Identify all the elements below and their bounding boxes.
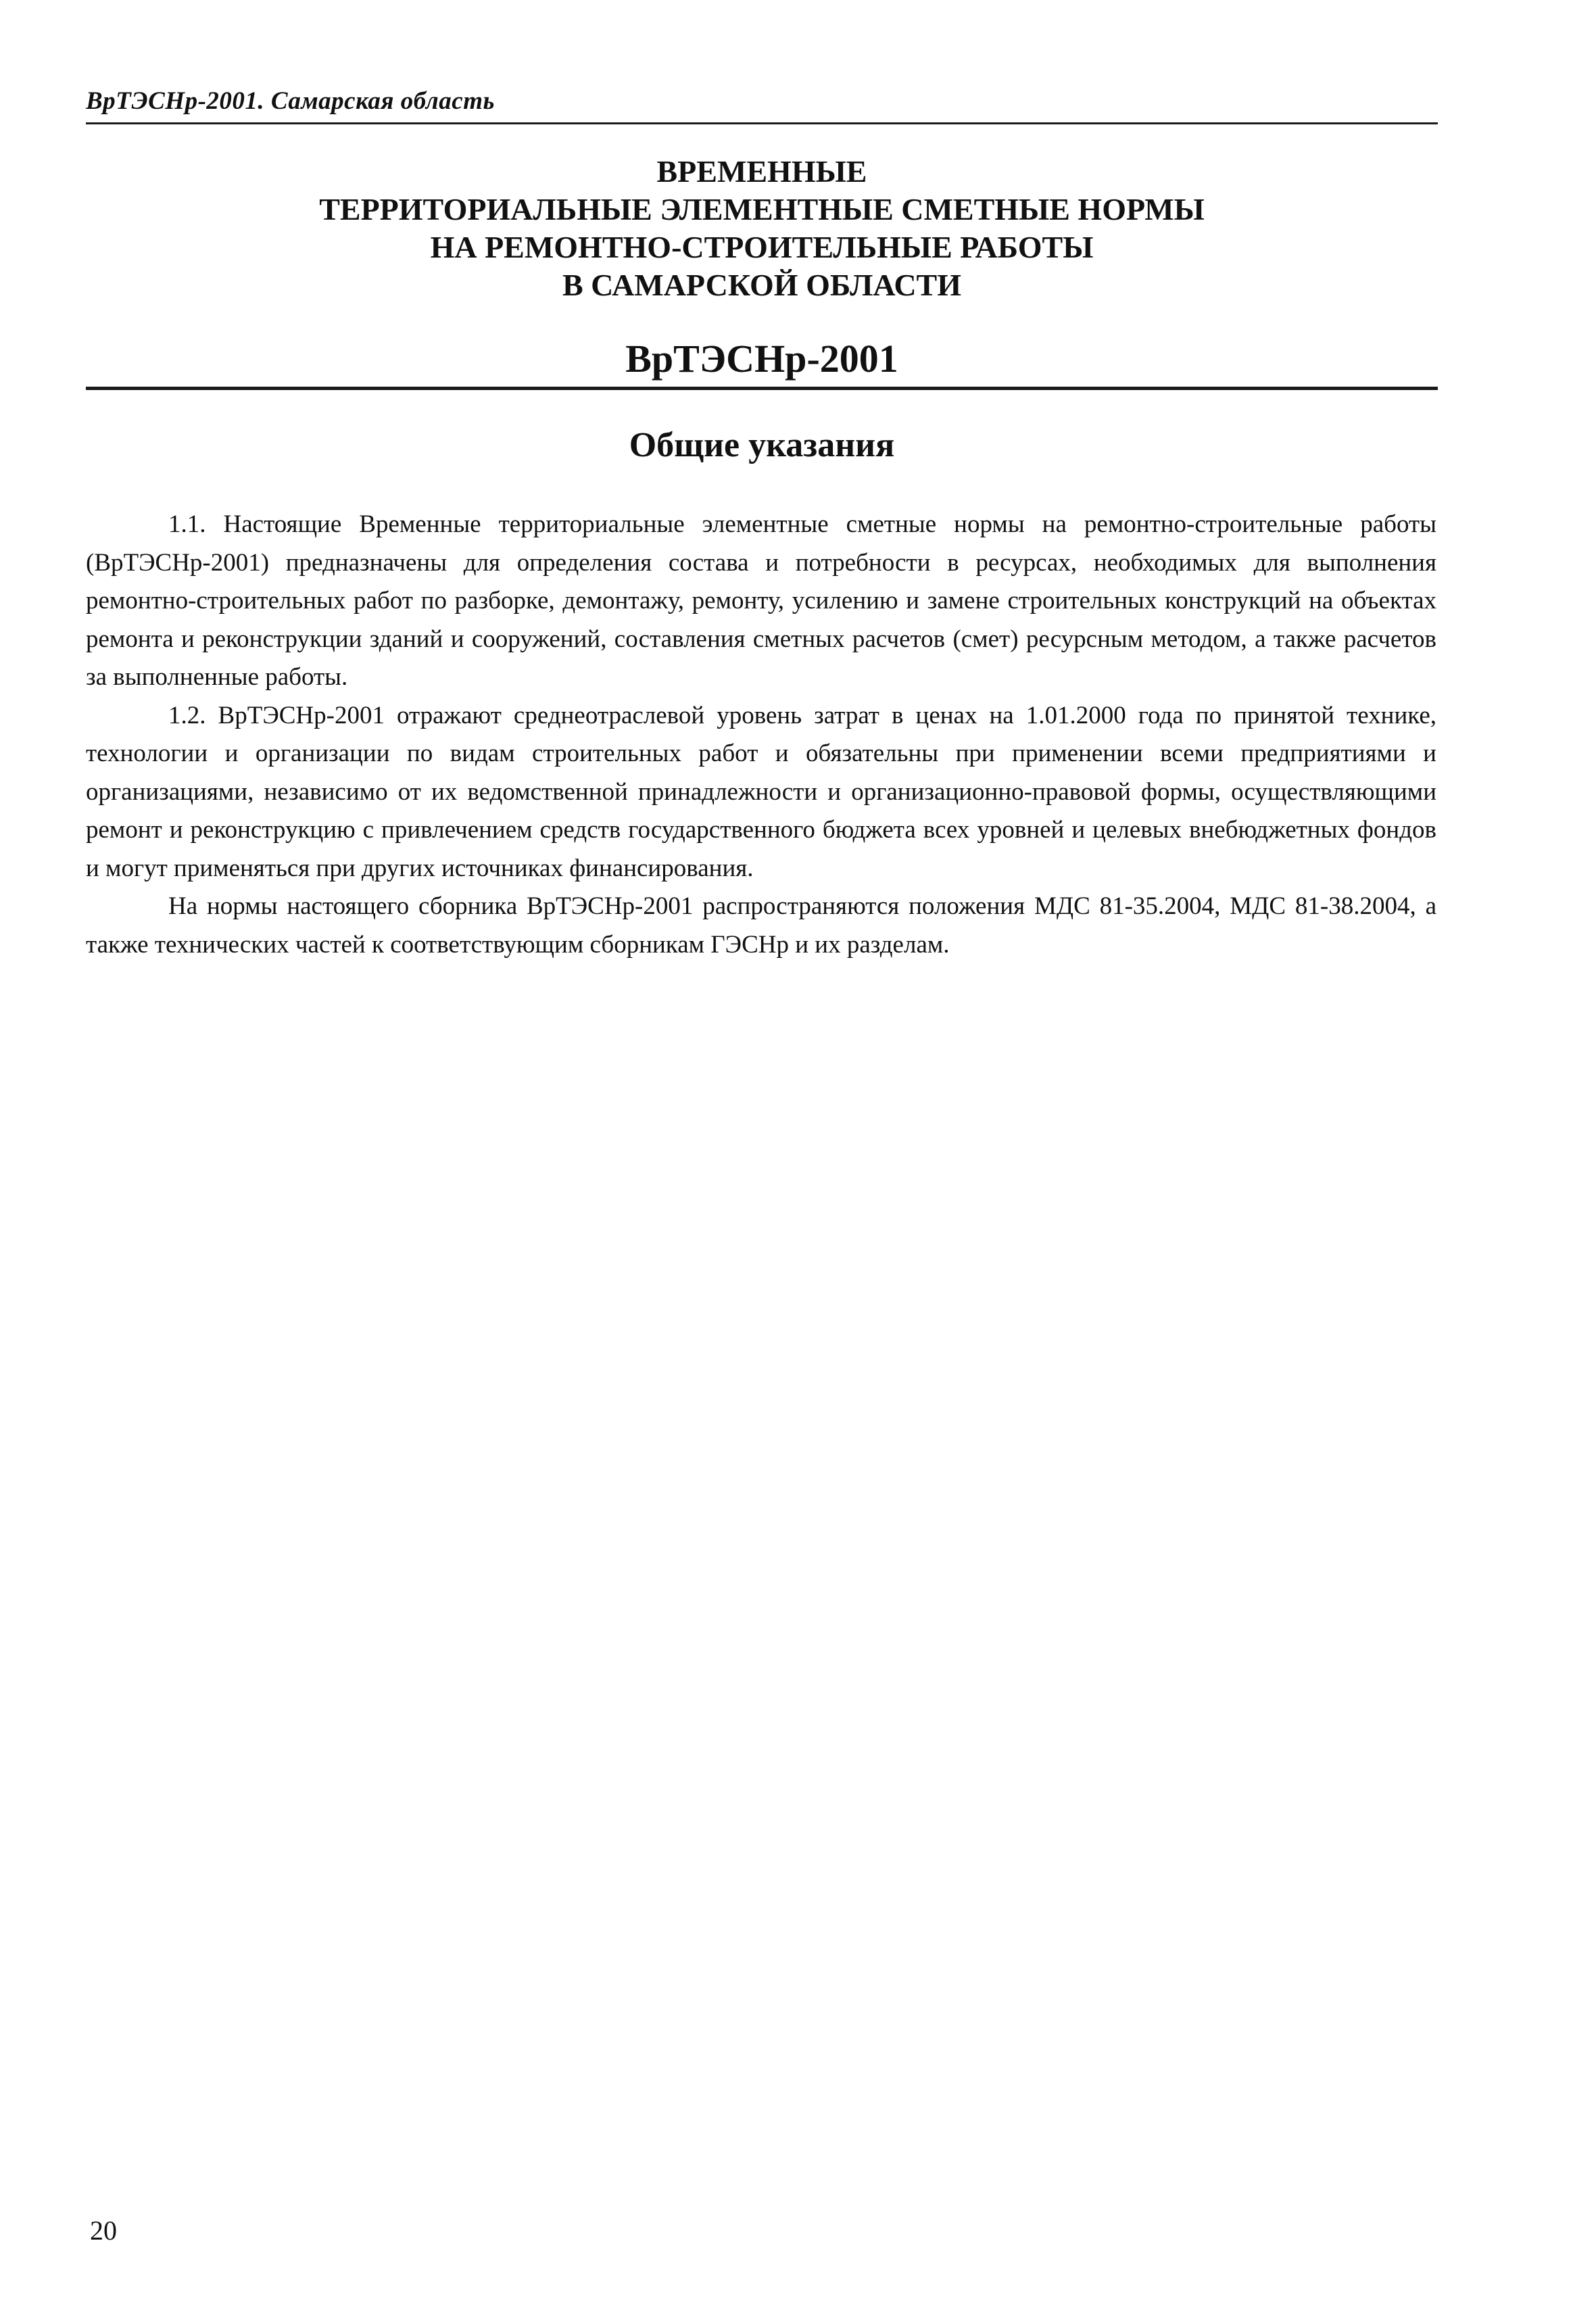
document-code: ВрТЭСНр-2001 — [625, 337, 898, 381]
title-line: ВРЕМЕННЫЕ — [656, 154, 867, 189]
page-number: 20 — [90, 2215, 117, 2246]
running-header: ВрТЭСНр-2001. Самарская область — [86, 87, 495, 115]
header-rule — [86, 122, 1438, 124]
paragraph-1-1: 1.1. Настоящие Временные территориальные элементные сметные нормы на ремонтно-строительные работы (ВрТЭСНр-2001) предназначены для определения состава и потребности в ресурсах, необходимых для выполнения ремонтно-строительных работ по разборке, демонтажу, ремонту, усилению и замене строительных конструкций на объектах ремонта и реконструкции зданий и сооружений, составления сметных расчетов (смет) ресурсным методом, а также расчетов за выполненные работы. — [86, 510, 1436, 691]
title-line: ТЕРРИТОРИАЛЬНЫЕ ЭЛЕМЕНТНЫЕ СМЕТНЫЕ НОРМЫ — [319, 192, 1205, 226]
body-text — [86, 506, 1436, 964]
title-line: НА РЕМОНТНО-СТРОИТЕЛЬНЫЕ РАБОТЫ — [430, 230, 1094, 264]
paragraph-1-2: 1.2. ВрТЭСНр-2001 отражают среднеотраслевой уровень затрат в ценах на 1.01.2000 года по принятой технике, технологии и организации по видам строительных работ и обязательны при применении всеми предприятиями и организациями, независимо от их ведомственной принадлежности и организационно-правовой формы, осуществляющими ремонт и реконструкцию с привлечением средств государственного бюджета всех уровней и целевых внебюджетных фондов и могут применяться при других источниках финансирования. — [86, 701, 1436, 882]
paragraph-norms: На нормы настоящего сборника ВрТЭСНр-2001 распространяются положения МДС 81-35.2004, МДС 81-38.2004, а также технических частей к соответствующим сборникам ГЭСНр и их разделам. — [86, 892, 1436, 959]
title-line: В САМАРСКОЙ ОБЛАСТИ — [562, 268, 962, 302]
document-title — [86, 153, 1438, 304]
code-rule — [86, 387, 1438, 390]
section-heading: Общие указания — [629, 426, 895, 464]
